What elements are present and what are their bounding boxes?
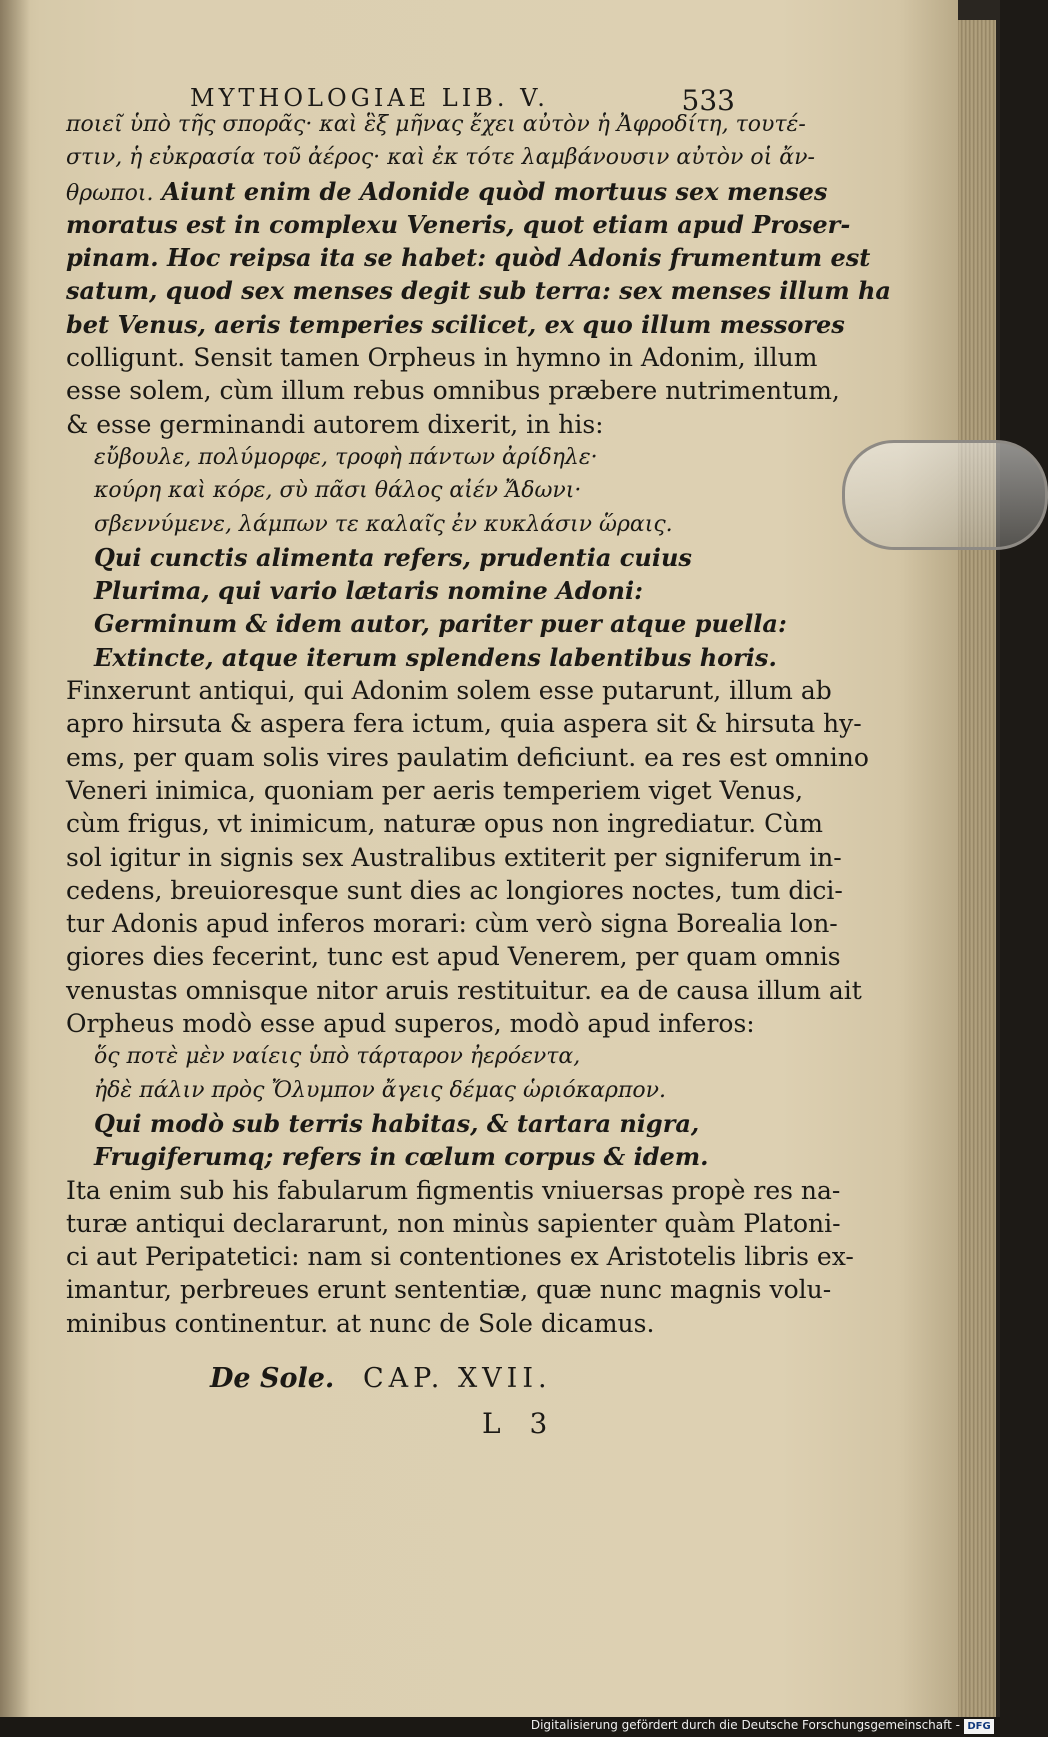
line-text: imantur, perbreues erunt sententiæ, quæ nunc magnis volu-	[66, 1275, 832, 1305]
line-text: ems, per quam solis vires paulatim deficiunt. ea res est omnino	[66, 742, 869, 772]
text-line	[66, 974, 862, 1007]
line-text: θρωποι.	[66, 180, 154, 206]
line-text: esse solem, cùm illum rebus omnibus præbere nutrimentum,	[66, 376, 840, 406]
text-body	[66, 108, 891, 1340]
line-text: Veneri inimica, quoniam per aeris temperiem viget Venus,	[66, 775, 804, 805]
text-line	[66, 541, 734, 574]
line-text: κούρη καὶ κόρε, σὺ πᾶσι θάλος αἰέν Ἄδωνι·	[94, 478, 582, 504]
line-text: Germinum & idem autor, pariter puer atque puella:	[94, 609, 787, 639]
line-text: στιν, ἡ εὐκρασία τοῦ ἀέρος· καὶ ἐκ τότε λαμβάνουσιν αὐτὸν οἱ ἄν-	[66, 145, 815, 171]
text-line	[66, 1074, 734, 1107]
line-text: cedens, breuioresque sunt dies ac longiores noctes, tum dici-	[66, 875, 843, 905]
line-text: εὔβουλε, πολύμορφε, τροφὴ πάντων ἀρίδηλε·	[94, 444, 598, 470]
running-title: MYTHOLOGIAE LIB. V.	[190, 84, 549, 112]
line-continuation: Aiunt enim de Adonide quòd mortuus sex menses	[153, 176, 828, 206]
text-line	[66, 574, 734, 607]
text-line	[66, 874, 843, 907]
line-text: ci aut Peripatetici: nam si contentiones ex Aristotelis libris ex-	[66, 1242, 854, 1272]
text-line	[66, 341, 818, 374]
text-line	[66, 674, 832, 707]
line-text: Ita enim sub his fabularum figmentis vniuersas propè res na-	[66, 1175, 841, 1205]
text-line	[66, 441, 734, 474]
text-line	[66, 175, 828, 208]
text-line	[66, 1174, 841, 1207]
line-text: sol igitur in signis sex Australibus extiterit per signiferum in-	[66, 842, 842, 872]
text-line	[66, 374, 840, 407]
text-line	[66, 141, 815, 174]
text-line	[66, 108, 806, 141]
line-text: tur Adonis apud inferos morari: cùm verò signa Borealia lon-	[66, 909, 838, 939]
chapter-heading	[210, 1363, 570, 1399]
text-line	[66, 1040, 734, 1073]
text-line	[66, 408, 734, 441]
text-line	[66, 508, 734, 541]
line-text: ὅς ποτὲ μὲν ναίεις ὑπὸ τάρταρον ἠερόεντα,	[94, 1044, 581, 1070]
text-line	[66, 741, 869, 774]
dfg-logo: DFG	[964, 1719, 994, 1734]
text-line	[66, 1107, 734, 1140]
text-line	[66, 1007, 755, 1040]
text-line	[66, 907, 838, 940]
line-text: ἠδὲ πάλιν πρὸς Ὄλυμπον ἄγεις δέμας ὡριόκαρπον.	[94, 1077, 667, 1103]
text-line	[66, 241, 871, 274]
text-line	[66, 274, 891, 307]
line-text: Plurima, qui vario lætaris nomine Adoni:	[94, 576, 643, 606]
line-text: bet Venus, aeris temperies scilicet, ex quo illum messores	[66, 309, 845, 339]
line-text: giores dies fecerint, tunc est apud Venerem, per quam omnis	[66, 942, 841, 972]
text-line	[66, 474, 734, 507]
line-text: Orpheus modò esse apud superos, modò apud inferos:	[66, 1009, 755, 1039]
line-text: satum, quod sex menses degit sub terra: sex menses illum ha	[66, 276, 891, 306]
line-text: Finxerunt antiqui, qui Adonim solem esse putarunt, illum ab	[66, 676, 832, 706]
digitization-footer	[0, 1717, 1000, 1737]
text-line	[66, 841, 842, 874]
text-line	[66, 807, 824, 840]
chapter-label: CAP. XVII.	[362, 1363, 552, 1394]
text-line	[66, 1207, 841, 1240]
text-line	[66, 641, 777, 674]
line-text: Qui cunctis alimenta refers, prudentia cuius	[94, 542, 692, 572]
text-line	[66, 940, 841, 973]
line-continuation: Sensit tamen Orpheus in hymno in Adonim, illum	[185, 343, 818, 373]
text-line	[66, 1307, 734, 1340]
line-text: turæ antiqui declararunt, non minùs sapienter quàm Platoni-	[66, 1208, 841, 1238]
page-fore-edge	[958, 20, 996, 1720]
page-clip-icon	[842, 440, 1048, 550]
line-text: venustas omnisque nitor aruis restituitur. ea de causa illum ait	[66, 975, 862, 1005]
line-text: minibus continentur. at nunc de Sole dicamus.	[66, 1308, 655, 1338]
page-number: 533	[681, 84, 735, 117]
text-line	[66, 208, 851, 241]
line-text: moratus est in complexu Veneris, quot etiam apud Proser-	[66, 209, 851, 239]
line-text: Extincte, atque iterum splendens labentibus horis.	[94, 642, 777, 672]
line-text: σβεννύμενε, λάμπων τε καλαῖς ἐν κυκλάσιν ὥραις.	[94, 511, 673, 537]
text-line	[66, 308, 845, 341]
line-text: colligunt.	[66, 343, 186, 373]
line-text: & esse germinandi autorem dixerit, in his:	[66, 409, 604, 439]
spine-shadow	[0, 0, 30, 1737]
line-text: ποιεῖ ὑπὸ τῆς σπορᾶς· καὶ ἓξ μῆνας ἔχει αὐτὸν ἡ Ἀφροδίτη, τουτέ-	[66, 112, 806, 137]
text-line	[66, 1240, 854, 1273]
text-line	[66, 1140, 734, 1173]
text-line	[66, 707, 862, 740]
line-text: Frugiferumq; refers in cœlum corpus & idem.	[94, 1142, 709, 1172]
line-text: cùm frigus, vt inimicum, naturæ opus non ingrediatur. Cùm	[66, 809, 824, 839]
text-line	[66, 1273, 832, 1306]
chapter-title: De Sole.	[210, 1363, 335, 1394]
line-text: apro hirsuta & aspera fera ictum, quia aspera sit & hirsuta hy-	[66, 709, 862, 739]
footer-credit: Digitalisierung gefördert durch die Deutsche Forschungsgemeinschaft -	[530, 1718, 960, 1732]
text-line	[66, 774, 804, 807]
signature-mark: L 3	[482, 1407, 558, 1440]
line-text: Qui modò sub terris habitas, & tartara nigra,	[94, 1108, 700, 1138]
line-text: pinam. Hoc reipsa ita se habet: quòd Adonis frumentum est	[66, 243, 871, 273]
text-line	[66, 607, 787, 640]
